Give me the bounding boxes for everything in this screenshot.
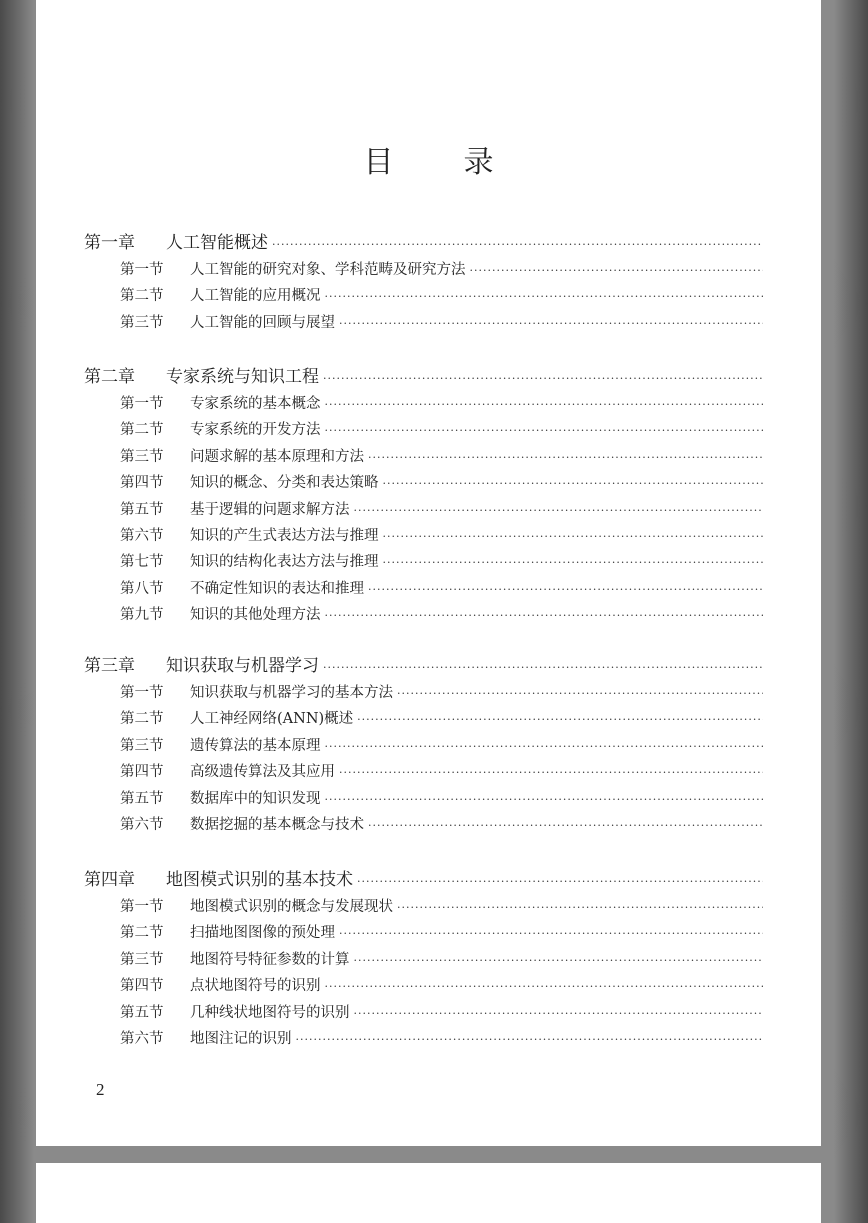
toc-section-entry[interactable] (120, 787, 763, 811)
section-title: 专家系统的基本概念 (190, 396, 321, 412)
toc-section-entry[interactable] (120, 524, 763, 548)
toc-section-entry[interactable] (120, 948, 763, 972)
chapter-title: 知识获取与机器学习 (166, 656, 319, 676)
section-title: 知识的结构化表达方法与推理 (190, 554, 379, 571)
toc-section-entry[interactable] (120, 550, 763, 574)
section-title: 地图符号特征参数的计算 (190, 951, 350, 968)
section-title: 知识的概念、分类和表达策略 (190, 475, 379, 492)
section-title: 地图模式识别的概念与发展现状 (190, 899, 393, 915)
leader-dots (339, 922, 763, 946)
section-number: 第二节 (120, 288, 164, 305)
section-number: 第九节 (120, 607, 164, 624)
toc-section-entry[interactable] (120, 921, 763, 945)
section-title: 数据挖掘的基本概念与技术 (190, 817, 364, 833)
section-title: 人工智能的回顾与展望 (190, 314, 335, 331)
leader-dots (325, 285, 764, 309)
section-number: 第三节 (120, 314, 164, 331)
toc-section-entry[interactable] (120, 577, 763, 601)
leader-dots (325, 419, 764, 443)
leader-dots (383, 525, 764, 549)
leader-dots (368, 446, 763, 470)
chapter-title: 人工智能概述 (166, 233, 268, 253)
leader-dots (357, 708, 763, 732)
section-number: 第三节 (120, 951, 164, 968)
leader-dots (368, 578, 763, 602)
section-title: 扫描地图图像的预处理 (190, 925, 335, 942)
section-number: 第五节 (120, 501, 164, 518)
leader-dots (354, 949, 764, 973)
section-title: 基于逻辑的问题求解方法 (190, 501, 350, 518)
section-title: 地图注记的识别 (190, 1031, 292, 1047)
section-title: 不确定性知识的表达和推理 (190, 580, 364, 597)
section-title: 知识获取与机器学习的基本方法 (190, 685, 393, 701)
section-number: 第四节 (120, 978, 164, 995)
toc-section-entry[interactable] (120, 392, 763, 416)
toc-section-entry[interactable] (120, 681, 763, 705)
section-number: 第四节 (120, 475, 164, 492)
toc-title: 目录 (363, 145, 564, 180)
leader-dots (339, 761, 763, 785)
page-number: 2 (96, 1080, 105, 1099)
document-page (36, 0, 821, 1146)
leader-dots (354, 1002, 764, 1026)
toc-chapter-entry[interactable] (84, 365, 763, 389)
toc-section-entry[interactable] (120, 974, 763, 998)
section-number: 第二节 (120, 925, 164, 942)
chapter-number: 第三章 (84, 656, 135, 676)
section-number: 第三节 (120, 448, 164, 465)
section-number: 第二节 (120, 422, 164, 439)
toc-section-entry[interactable] (120, 760, 763, 784)
toc-section-entry[interactable] (120, 1027, 763, 1051)
section-number: 第七节 (120, 554, 164, 571)
section-number: 第一节 (120, 899, 164, 915)
toc-section-entry[interactable] (120, 734, 763, 758)
section-title: 人工智能的研究对象、学科范畴及研究方法 (190, 262, 466, 278)
leader-dots (354, 499, 764, 523)
section-title: 问题求解的基本原理和方法 (190, 448, 364, 465)
leader-dots (325, 735, 764, 759)
toc-chapter-entry[interactable] (84, 654, 763, 678)
section-number: 第二节 (120, 711, 164, 728)
section-number: 第八节 (120, 580, 164, 597)
leader-dots (325, 975, 764, 999)
section-title: 高级遗传算法及其应用 (190, 764, 335, 781)
section-number: 第四节 (120, 764, 164, 781)
toc-section-entry[interactable] (120, 471, 763, 495)
section-number: 第一节 (120, 396, 164, 412)
section-title: 专家系统的开发方法 (190, 422, 321, 439)
toc-chapter-entry[interactable] (84, 868, 763, 892)
leader-dots (470, 259, 764, 283)
leader-dots (357, 870, 763, 894)
section-number: 第一节 (120, 685, 164, 701)
section-title: 知识的其他处理方法 (190, 607, 321, 624)
toc-section-entry[interactable] (120, 603, 763, 627)
section-number: 第六节 (120, 528, 164, 544)
leader-dots (383, 551, 764, 575)
section-number: 第五节 (120, 1004, 164, 1021)
section-title: 人工智能的应用概况 (190, 288, 321, 305)
toc-section-entry[interactable] (120, 1001, 763, 1025)
section-title: 点状地图符号的识别 (190, 978, 321, 995)
leader-dots (383, 472, 764, 496)
leader-dots (272, 233, 763, 257)
toc-chapter-entry[interactable] (84, 231, 763, 255)
chapter-number: 第一章 (84, 233, 135, 253)
section-number: 第六节 (120, 1031, 164, 1047)
leader-dots (325, 604, 764, 628)
chapter-title: 专家系统与知识工程 (166, 367, 319, 387)
toc-section-entry[interactable] (120, 284, 763, 308)
section-number: 第一节 (120, 262, 164, 278)
section-number: 第五节 (120, 790, 164, 807)
toc-section-entry[interactable] (120, 258, 763, 282)
toc-section-entry[interactable] (120, 895, 763, 919)
section-number: 第六节 (120, 817, 164, 833)
toc-section-entry[interactable] (120, 498, 763, 522)
section-title: 知识的产生式表达方法与推理 (190, 528, 379, 544)
section-number: 第三节 (120, 737, 164, 754)
section-title: 数据库中的知识发现 (190, 790, 321, 807)
toc-section-entry[interactable] (120, 311, 763, 335)
toc-section-entry[interactable] (120, 813, 763, 837)
leader-dots (323, 656, 763, 680)
chapter-title: 地图模式识别的基本技术 (166, 870, 353, 890)
toc-section-entry[interactable] (120, 418, 763, 442)
chapter-number: 第二章 (84, 367, 135, 387)
leader-dots (397, 682, 763, 706)
leader-dots (325, 788, 764, 812)
section-title: 遗传算法的基本原理 (190, 737, 321, 754)
toc-section-entry[interactable] (120, 445, 763, 469)
leader-dots (325, 393, 764, 417)
chapter-number: 第四章 (84, 870, 135, 890)
section-title: 几种线状地图符号的识别 (190, 1004, 350, 1021)
next-page-edge (36, 1163, 821, 1223)
leader-dots (296, 1028, 764, 1052)
leader-dots (339, 312, 763, 336)
leader-dots (397, 896, 763, 920)
section-title: 人工神经网络(ANN)概述 (190, 711, 354, 728)
toc-section-entry[interactable] (120, 707, 763, 731)
leader-dots (323, 367, 763, 391)
leader-dots (368, 814, 763, 838)
